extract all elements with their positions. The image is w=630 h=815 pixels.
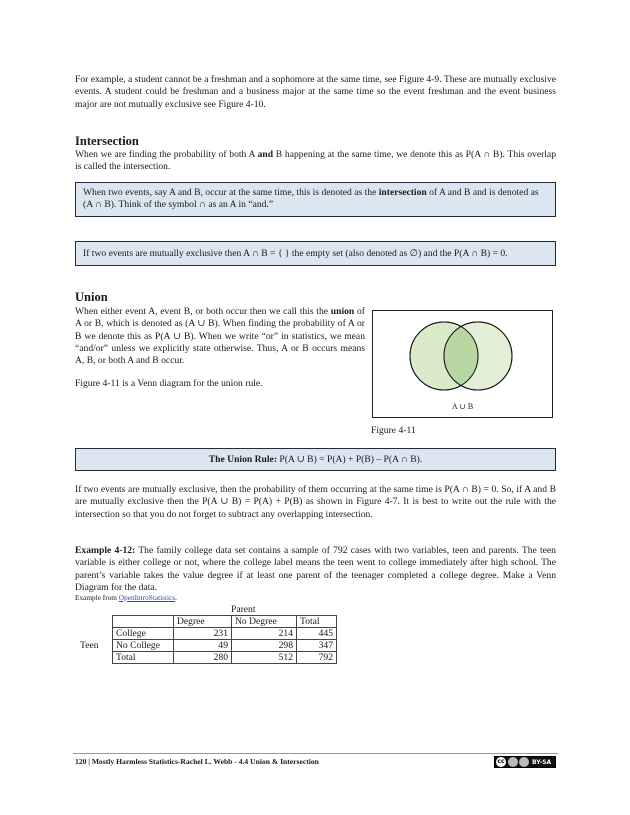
source-prefix: Example from: [75, 593, 119, 602]
venn-label: A ∪ B: [451, 402, 474, 411]
intersection-text: When we are finding the probability of both A: [75, 149, 258, 160]
intersection-heading: Intersection: [75, 134, 139, 148]
union-rule-label: The Union Rule:: [208, 454, 278, 465]
table-corner-cell: [113, 616, 174, 628]
table-row-label: Total: [113, 652, 174, 664]
table-cell: 280: [174, 652, 232, 664]
example-label: Example 4-12:: [75, 545, 136, 556]
venn-diagram-frame: [372, 310, 553, 418]
box1-text: When two events, say A and B, occur at the same time, this is denoted as the: [83, 187, 379, 198]
attribution-icon: [508, 757, 518, 767]
intro-paragraph: For example, a student cannot be a freshman and a sophomore at the same time, see Figure 4-9. These are mutually exclusive events. A student could be freshman and a business major at the same time so the event freshman and the event business major are not mutually exclusive see Figure 4-10.: [75, 74, 556, 110]
venn-reference: Figure 4-11 is a Venn diagram for the union rule.: [75, 378, 263, 389]
cc-icon: cc: [497, 758, 505, 765]
table-cell: 792: [297, 652, 337, 664]
example-source: [75, 593, 177, 602]
union-text: When either event A, event B, or both occur then we call this the: [75, 306, 331, 317]
table-cell: 49: [174, 640, 232, 652]
table-cell: 347: [297, 640, 337, 652]
table-row-group: Teen: [80, 640, 99, 651]
family-college-table: [112, 615, 337, 664]
table-cell: 298: [232, 640, 297, 652]
table-row: [113, 652, 337, 664]
table-cell: 214: [232, 628, 297, 640]
union-rule-box: [75, 448, 556, 471]
example-text: The family college data set contains a sample of 792 cases with two variables, teen and parents. The teen variable is either college or not, where the college label means the teen went to college immediately after high school. The parent’s variable takes the value degree if at least one parent of the teenager completed a college degree. Make a Venn Diagram for the data.: [75, 545, 556, 593]
union-heading: Union: [75, 290, 108, 304]
union-text-after: of A or B, which is denoted as (A ∪ B). When finding the probability of A or B we denote this as P(A ∪ B). When we write “or” in statistics, we mean “and/or” unless we explicitly state otherwise. Thus, A or B occurs means A, B, or both A and B occur.: [75, 306, 365, 367]
footer-rule: [73, 753, 558, 754]
footer-text: 120 | Mostly Harmless Statistics-Rachel L. Webb - 4.4 Union & Intersection: [75, 757, 319, 766]
intersection-text-after: B happening at the same time, we denote this as P(A ∩ B). This overlap is called the intersection.: [75, 149, 556, 173]
box1-bold: intersection: [378, 187, 427, 198]
table-col-header: Total: [297, 616, 337, 628]
cc-license-badge[interactable]: [494, 756, 556, 768]
union-after-paragraph: If two events are mutually exclusive, then the probability of them occurring at the same time is P(A ∩ B) = 0. So, if A and B are mutually exclusive then the P(A ∪ B) = P(A) + P(B) as shown in Figure 4-7. It is best to write out the rule with the intersection so that you do not forget to subtract any overlapping intersection.: [75, 484, 556, 520]
table-col-group: Parent: [231, 604, 256, 615]
union-bold: union: [330, 306, 355, 317]
source-suffix: .: [175, 593, 177, 602]
table-col-header: Degree: [174, 616, 232, 628]
figure-caption: Figure 4-11: [371, 425, 416, 436]
mutually-exclusive-box: If two events are mutually exclusive then A ∩ B = { } the empty set (also denoted as ∅) and the P(A ∩ B) = 0.: [75, 241, 556, 266]
table-row-label: College: [113, 628, 174, 640]
table-row-label: No College: [113, 640, 174, 652]
license-label: BY-SA: [532, 758, 552, 766]
intersection-paragraph: [75, 149, 556, 174]
intersection-definition-box: [75, 182, 556, 217]
openintro-link[interactable]: OpenIntroStatistics: [118, 593, 176, 602]
table-row: [113, 628, 337, 640]
example-paragraph: [75, 545, 556, 594]
union-paragraph: [75, 306, 365, 367]
table-cell: 231: [174, 628, 232, 640]
table-cell: 512: [232, 652, 297, 664]
sharealike-icon: [519, 757, 529, 767]
intersection-and-bold: and: [257, 149, 274, 160]
table-header-row: [113, 616, 337, 628]
box1-text-after: of A and B and is denoted as (A ∩ B). Think of the symbol ∩ as an A in “and.”: [83, 187, 539, 211]
union-rule-formula: P(A ∪ B) = P(A) + P(B) – P(A ∩ B).: [277, 454, 423, 465]
table-cell: 445: [297, 628, 337, 640]
table-col-header: No Degree: [232, 616, 297, 628]
table-row: [113, 640, 337, 652]
